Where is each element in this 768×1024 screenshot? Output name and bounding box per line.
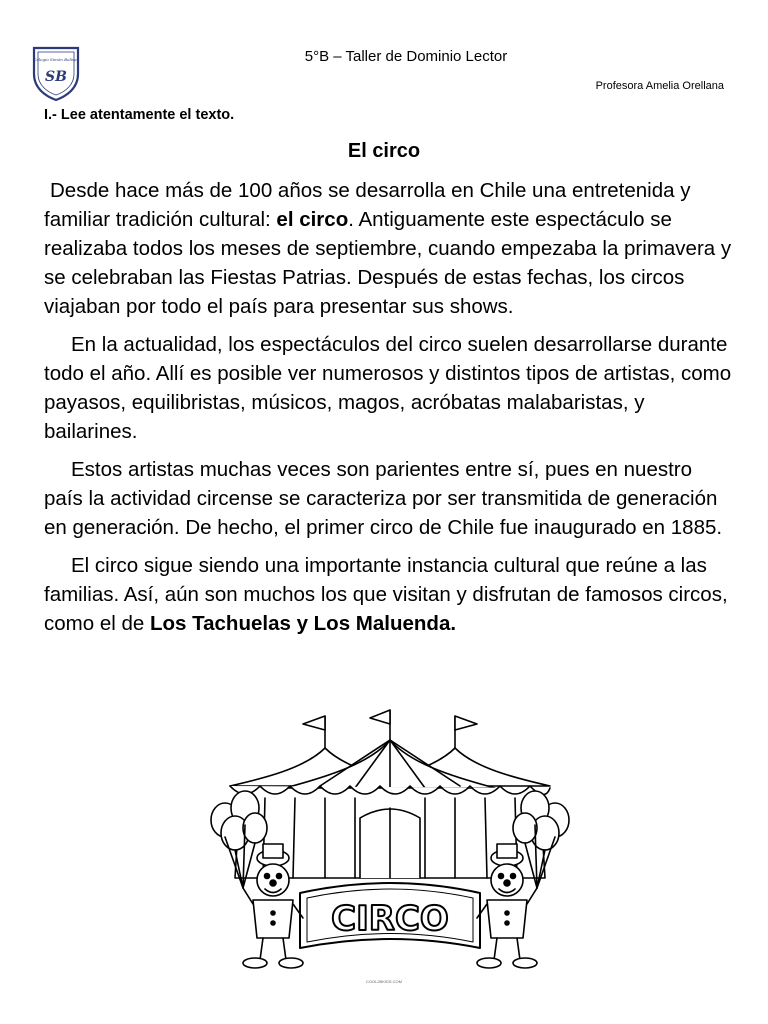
paragraph-4: [44, 551, 734, 638]
paragraph-3-text: Estos artistas muchas veces son parientes entre sí, pues en nuestro país la actividad circense se caracteriza por ser transmitida de generación en generación. De hecho, el primer circo de Chile fue inaugurado en 1885.: [44, 458, 723, 539]
worksheet-title: 5°B – Taller de Dominio Lector: [304, 48, 508, 65]
reading-text: [44, 176, 734, 647]
paragraph-4-text-a: El circo sigue siendo una importante instancia cultural que reúne a las familias. Así, aún son muchos los que visitan y disfrutan de famosos circos, como el de: [44, 554, 728, 635]
circo-banner-text: CIRCO: [331, 899, 449, 939]
illustration-credit: COOL2BKIDS.COM: [365, 979, 402, 984]
paragraph-1-bold: el circo: [276, 208, 349, 231]
paragraph-3: [44, 455, 734, 542]
circo-banner: [300, 883, 480, 948]
circus-illustration: [205, 708, 575, 978]
paragraph-4-bold: Los Tachuelas y Los Maluenda.: [149, 612, 457, 635]
reading-title: El circo: [347, 140, 421, 162]
paragraph-1: [44, 176, 734, 321]
crest-initials: SB: [45, 69, 67, 85]
teacher-name: Profesora Amelia Orellana: [595, 80, 724, 92]
paragraph-1-text-c: . Antiguamente este espectáculo se realizaba todos los meses de septiembre, cuando empezaba la primavera y se celebraban las Fiestas Patrias. Después de estas fechas, los circos viajaban por todo el país para presentar sus shows.: [44, 208, 732, 318]
paragraph-2-text: En la actualidad, los espectáculos del circo suelen desarrollarse durante todo el año. Allí es posible ver numerosos y distintos tipos de artistas, como payasos, equilibristas, músicos, magos, acróbatas malabaristas, y bailarines.: [44, 333, 732, 443]
paragraph-1-text-a: Desde hace más de 100 años se desarrolla en Chile una entretenida y familiar tradición cultural:: [44, 179, 691, 231]
paragraph-2: [44, 330, 734, 446]
instruction-heading: I.- Lee atentamente el texto.: [44, 107, 235, 123]
crest-school-name: Colegio Simón Bolívar: [33, 57, 79, 62]
